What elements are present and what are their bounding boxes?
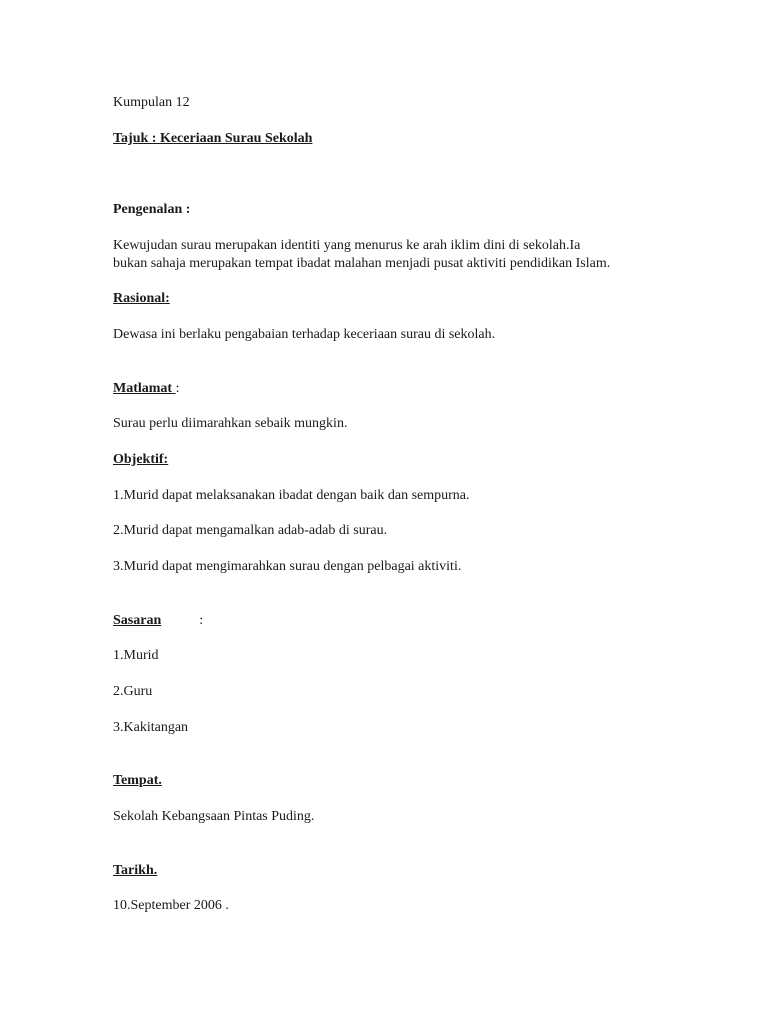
objective-item-1: 1.Murid dapat melaksanakan ibadat dengan baik dan sempurna. xyxy=(113,488,470,503)
place-heading: Tempat. xyxy=(113,773,162,788)
objective-item-3: 3.Murid dapat mengimarahkan surau dengan pelbagai aktiviti. xyxy=(113,559,462,574)
goal-heading: Matlamat xyxy=(113,381,176,396)
place-text: Sekolah Kebangsaan Pintas Puding. xyxy=(113,809,315,824)
group-label: Kumpulan 12 xyxy=(113,95,190,110)
target-heading: Sasaran xyxy=(113,613,162,628)
date-heading: Tarikh. xyxy=(113,863,158,878)
goal-heading-row xyxy=(113,380,179,398)
goal-text: Surau perlu diimarahkan sebaik mungkin. xyxy=(113,416,348,431)
goal-colon: : xyxy=(175,381,180,396)
objective-heading: Objektif: xyxy=(113,452,169,467)
target-colon: : xyxy=(199,613,204,628)
intro-text-line-1: Kewujudan surau merupakan identiti yang menurus ke arah iklim dini di sekolah.Ia xyxy=(113,238,581,253)
intro-text-line-2: bukan sahaja merupakan tempat ibadat malahan menjadi pusat aktiviti pendidikan Islam. xyxy=(113,256,611,271)
target-heading-row xyxy=(113,612,203,630)
objective-item-2: 2.Murid dapat mengamalkan adab-adab di surau. xyxy=(113,523,388,538)
date-text: 10.September 2006 . xyxy=(113,898,229,913)
target-item-1: 1.Murid xyxy=(113,648,159,663)
intro-heading: Pengenalan : xyxy=(113,202,191,217)
target-item-2: 2.Guru xyxy=(113,684,153,699)
rationale-heading: Rasional: xyxy=(113,291,170,306)
rationale-text: Dewasa ini berlaku pengabaian terhadap keceriaan surau di sekolah. xyxy=(113,327,496,342)
document-title: Tajuk : Keceriaan Surau Sekolah xyxy=(113,131,313,146)
target-item-3: 3.Kakitangan xyxy=(113,720,189,735)
